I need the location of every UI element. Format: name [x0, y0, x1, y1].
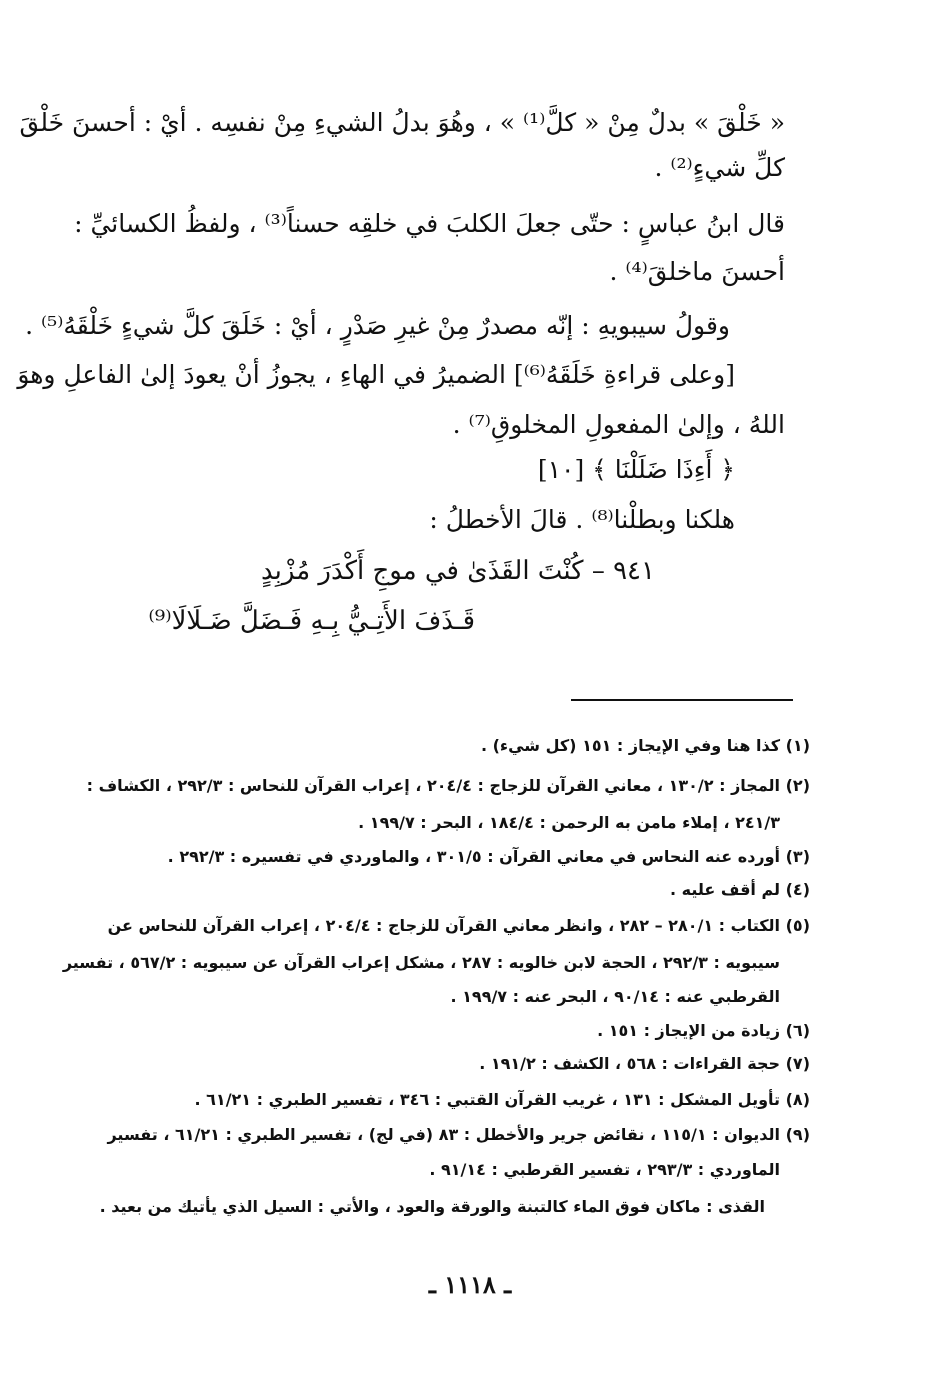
- footnote-line-14: القذى : ماكان فوق الماء كالتبنة والورقة والعود ، والأتي : السيل الذي يأتيك من بعيد .: [99, 1197, 765, 1216]
- main-text-line-4: أحسنَ ماخلقَ⁽⁴⁾ .: [609, 257, 785, 286]
- main-text-line-6: [وعلى قراءةِ خَلَقَهُ⁽⁶⁾] الضميرُ في الهاءِ ، يجوزُ أنْ يعودَ إلىٰ الفاعلِ وهوَ: [17, 360, 735, 389]
- verse-line-2: قَـذَفَ الأَتِـيُّ بِـهِ فَـضَلَّ ضَـلَالَا⁽⁹⁾: [148, 606, 475, 636]
- quran-citation: ﴿ أَءِذَا ضَلَلْنَا ﴾ [١٠]: [537, 455, 735, 484]
- main-text-line-9: هلكنا وبطلْنا⁽⁸⁾ . قالَ الأخطلُ :: [429, 505, 735, 534]
- footnote-line-12: (٩) الديوان : ١١٥/١ ، نقائض جرير والأخطل : ٨٣ (في لج) ، تفسير الطبري : ٦١/٢١ ، تفسير: [107, 1125, 810, 1144]
- footnote-line-5: (٤) لم أقف عليه .: [669, 880, 810, 899]
- footnote-line-2: (٢) المجاز : ١٣٠/٢ ، معاني القرآن للزجاج : ٢٠٤/٤ ، إعراب القرآن للنحاس : ٢٩٢/٣ ، الكشاف :: [86, 776, 810, 795]
- main-text-line-3: قال ابنُ عباسٍ : حتّى جعلَ الكلبَ في خلقِه حسناً⁽³⁾ ، ولفظُ الكسائيِّ :: [74, 209, 785, 238]
- footnote-line-11: (٨) تأويل المشكل : ١٣١ ، غريب القرآن القتبي : ٣٤٦ ، تفسير الطبري : ٦١/٢١ .: [194, 1090, 810, 1109]
- footnote-separator: [571, 699, 793, 701]
- footnote-line-1: (١) كذا هنا وفي الإيجاز : ١٥١ (كل شيء) .: [480, 736, 810, 755]
- footnote-line-8: القرطبي عنه : ٩٠/١٤ ، البحر عنه : ١٩٩/٧ .: [450, 987, 780, 1006]
- footnote-line-6: (٥) الكتاب : ٢٨٠/١ – ٢٨٢ ، وانظر معاني القرآن للزجاج : ٢٠٤/٤ ، إعراب القرآن للنحاس عن: [107, 916, 810, 935]
- main-text-line-2: كلِّ شيءٍ⁽²⁾ .: [654, 153, 785, 182]
- footnote-line-3: ٢٤١/٣ ، إملاء مامن به الرحمن : ١٨٤/٤ ، البحر : ١٩٩/٧ .: [358, 813, 780, 832]
- footnote-line-10: (٧) حجة القراءات : ٥٦٨ ، الكشف : ١٩١/٢ .: [479, 1054, 810, 1073]
- footnote-line-4: (٣) أورده عنه النحاس في معاني القرآن : ٣٠١/٥ ، والماوردي في تفسيره : ٢٩٢/٣ .: [167, 847, 810, 866]
- footnote-line-13: الماوردي : ٢٩٣/٣ ، تفسير القرطبي : ٩١/١٤ .: [429, 1160, 780, 1179]
- main-text-line-7: اللهُ ، وإلىٰ المفعولِ المخلوقِ⁽⁷⁾ .: [452, 410, 785, 439]
- footnote-line-9: (٦) زيادة من الإيجاز : ١٥١ .: [597, 1021, 810, 1040]
- footnote-line-7: سيبويه : ٢٩٢/٣ ، الحجة لابن خالويه : ٢٨٧ ، مشكل إعراب القرآن عن سيبويه : ٥٦٧/٢ ، تفسير: [62, 953, 780, 972]
- main-text-line-1: « خَلْقَ » بدلٌ مِنْ « كلَّ⁽¹⁾ » ، وهُوَ بدلُ الشيءِ مِنْ نفسِه . أيْ : أحسنَ خَلْقَ: [19, 108, 785, 137]
- verse-line-1: ٩٤١ – كُنْتَ القَذَىٰ في موجِ أَكْدَرَ مُزْبِدٍ: [260, 556, 655, 586]
- main-text-line-5: وقولُ سيبويهِ : إنّه مصدرٌ مِنْ غيرِ صَدْرٍ ، أيْ : خَلَقَ كلَّ شيءٍ خَلْقَهُ⁽⁵⁾ .: [25, 311, 730, 340]
- page-number: ـ ١١١٨ ـ: [428, 1270, 512, 1299]
